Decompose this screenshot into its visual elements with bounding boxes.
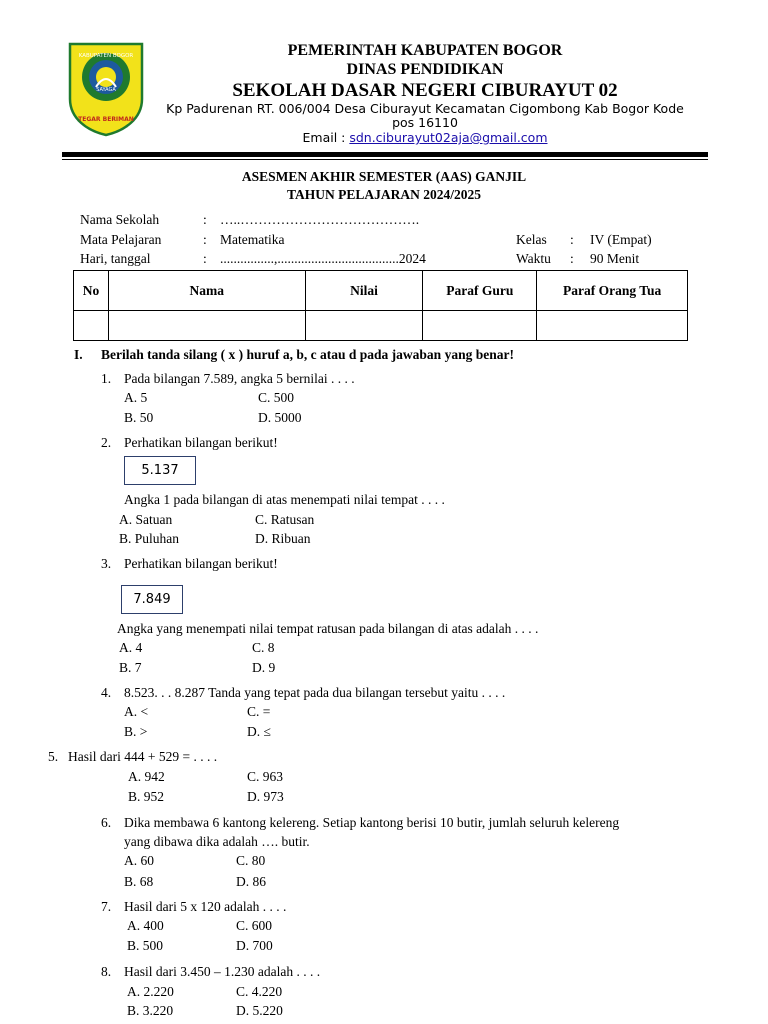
header-nama: Nama [108, 271, 305, 311]
question-number: 2. [101, 435, 112, 450]
option-d[interactable]: D. Ribuan [255, 531, 311, 546]
info-colon: : [203, 232, 207, 247]
info-colon: : [203, 212, 207, 227]
option-b[interactable]: B. 3.220 [127, 1003, 174, 1018]
question-number: 8. [101, 964, 112, 979]
question-number: 4. [101, 685, 112, 700]
info-subject-label: Mata Pelajaran [80, 232, 162, 247]
header-school-name: SEKOLAH DASAR NEGERI CIBURAYUT 02 [232, 80, 618, 101]
option-a[interactable]: A. 60 [124, 853, 154, 868]
number-box: 7.849 [121, 585, 183, 614]
logo-motto: TEGAR BERIMAN [78, 116, 134, 123]
option-a[interactable]: A. 2.220 [127, 984, 174, 999]
info-school-label: Nama Sekolah [80, 212, 160, 227]
header-divider-thin [62, 159, 708, 160]
school-district-logo [66, 41, 146, 137]
option-d[interactable]: D. 9 [252, 660, 276, 675]
grade-table [73, 270, 688, 341]
number-box: 5.137 [124, 456, 196, 485]
question-number: 1. [101, 371, 112, 386]
header-no: No [74, 271, 109, 311]
option-c[interactable]: C. Ratusan [255, 512, 315, 527]
header-divider-thick [62, 152, 708, 157]
option-c[interactable]: C. 963 [247, 769, 284, 784]
option-a[interactable]: A. 400 [127, 918, 164, 933]
header-nilai: Nilai [305, 271, 423, 311]
info-colon: : [570, 251, 574, 266]
email-label: Email : [302, 130, 350, 145]
option-d[interactable]: D. 5.220 [236, 1003, 283, 1018]
question-text-2: yang dibawa dika adalah …. butir. [124, 834, 310, 849]
option-a[interactable]: A. 942 [128, 769, 165, 784]
question-text: Hasil dari 3.450 – 1.230 adalah . . . . [124, 964, 321, 979]
header-paraf-orang-tua: Paraf Orang Tua [537, 271, 688, 311]
option-c[interactable]: C. 80 [236, 853, 266, 868]
info-school-value: …..…………………………………. [220, 212, 420, 227]
option-d[interactable]: D. 86 [236, 874, 266, 889]
info-colon: : [203, 251, 207, 266]
section-number: I. [74, 347, 83, 362]
cell-no[interactable] [74, 311, 109, 341]
question-text-2: Angka 1 pada bilangan di atas menempati nilai tempat . . . . [124, 492, 445, 507]
info-class-label: Kelas [516, 232, 547, 247]
header-postal-code: pos 16110 [392, 115, 458, 130]
question-text: Hasil dari 444 + 529 = . . . . [68, 749, 218, 764]
question-text: Hasil dari 5 x 120 adalah . . . . [124, 899, 287, 914]
option-b[interactable]: B. 68 [124, 874, 154, 889]
option-b[interactable]: B. 7 [119, 660, 142, 675]
exam-title: ASESMEN AKHIR SEMESTER (AAS) GANJIL [241, 169, 527, 184]
exam-year: TAHUN PELAJARAN 2024/2025 [286, 187, 481, 202]
grade-table-row [74, 311, 688, 341]
header-department: DINAS PENDIDIKAN [346, 61, 504, 78]
option-d[interactable]: D. 5000 [258, 410, 302, 425]
info-date-value: ................,....................................2024 [220, 251, 426, 266]
question-text: 8.523. . . 8.287 Tanda yang tepat pada dua bilangan tersebut yaitu . . . . [124, 685, 506, 700]
question-number: 5. [48, 749, 59, 764]
question-text: Dika membawa 6 kantong kelereng. Setiap kantong berisi 10 butir, jumlah seluruh kelereng [124, 815, 620, 830]
option-c[interactable]: C. 500 [258, 390, 295, 405]
option-b[interactable]: B. 50 [124, 410, 154, 425]
option-b[interactable]: B. 952 [128, 789, 165, 804]
cell-paraf-guru[interactable] [423, 311, 537, 341]
option-a[interactable]: A. 5 [124, 390, 148, 405]
question-number: 3. [101, 556, 112, 571]
question-number: 6. [101, 815, 112, 830]
option-a[interactable]: A. 4 [119, 640, 143, 655]
header-government: PEMERINTAH KABUPATEN BOGOR [287, 42, 563, 59]
logo-top-text: KABUPATEN BOGOR [78, 53, 134, 59]
header-paraf-guru: Paraf Guru [423, 271, 537, 311]
option-b[interactable]: B. Puluhan [119, 531, 180, 546]
option-c[interactable]: C. 8 [252, 640, 275, 655]
cell-paraf-orang-tua[interactable] [537, 311, 688, 341]
option-b[interactable]: B. > [124, 724, 148, 739]
info-time-value: 90 Menit [590, 251, 640, 266]
option-d[interactable]: D. 973 [247, 789, 284, 804]
info-colon: : [570, 232, 574, 247]
logo-inner-text: SAYAGA [96, 87, 116, 93]
cell-nilai[interactable] [305, 311, 423, 341]
info-date-label: Hari, tanggal [80, 251, 151, 266]
question-text: Perhatikan bilangan berikut! [124, 556, 278, 571]
option-d[interactable]: D. ≤ [247, 724, 271, 739]
question-number: 7. [101, 899, 112, 914]
info-subject-value: Matematika [220, 232, 285, 247]
question-text: Perhatikan bilangan berikut! [124, 435, 278, 450]
question-text-2: Angka yang menempati nilai tempat ratusan pada bilangan di atas adalah . . . . [117, 621, 539, 636]
option-c[interactable]: C. 600 [236, 918, 273, 933]
header-address: Kp Padurenan RT. 006/004 Desa Ciburayut Kecamatan Cigombong Kab Bogor Kode [166, 101, 684, 116]
option-b[interactable]: B. 500 [127, 938, 164, 953]
option-a[interactable]: A. Satuan [119, 512, 173, 527]
cell-nama[interactable] [108, 311, 305, 341]
option-d[interactable]: D. 700 [236, 938, 273, 953]
info-time-label: Waktu [516, 251, 551, 266]
header-email-line [150, 130, 700, 145]
option-c[interactable]: C. 4.220 [236, 984, 283, 999]
grade-table-header-row [74, 271, 688, 311]
option-c[interactable]: C. = [247, 704, 271, 719]
email-link[interactable]: sdn.ciburayut02aja@gmail.com [349, 130, 548, 145]
info-class-value: IV (Empat) [590, 232, 652, 247]
question-text: Pada bilangan 7.589, angka 5 bernilai . . . . [124, 371, 355, 386]
option-a[interactable]: A. < [124, 704, 149, 719]
section-instruction: Berilah tanda silang ( x ) huruf a, b, c atau d pada jawaban yang benar! [101, 347, 514, 362]
